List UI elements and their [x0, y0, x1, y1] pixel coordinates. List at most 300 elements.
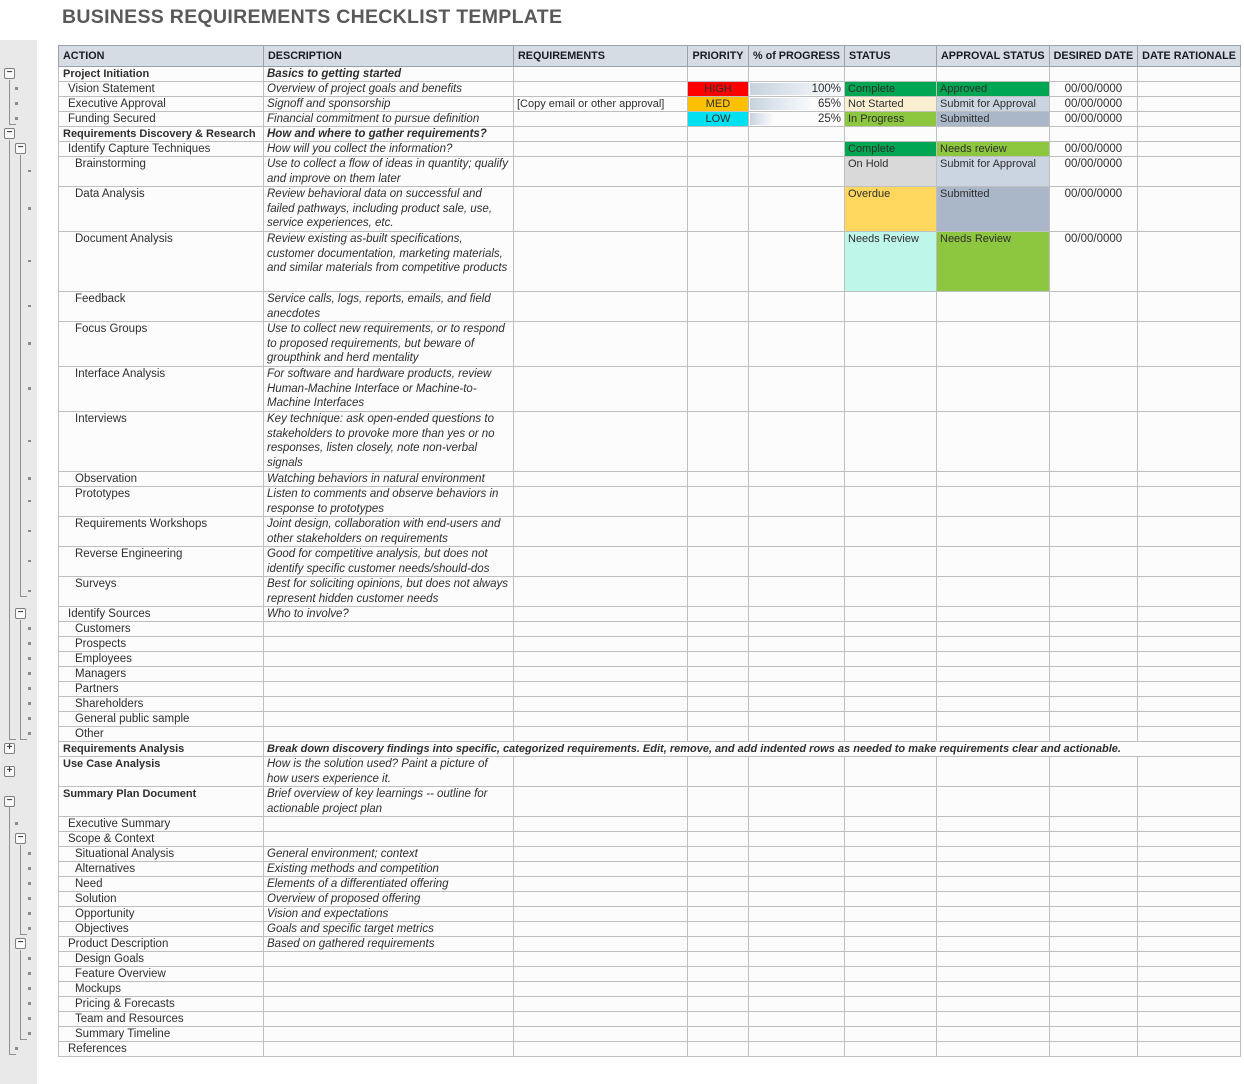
cell-description[interactable]: How is the solution used? Paint a picture of how users experience it. — [264, 757, 514, 787]
cell-action[interactable]: Surveys — [59, 577, 264, 607]
cell-desired-date[interactable] — [1049, 997, 1138, 1012]
cell-action[interactable]: Customers — [59, 622, 264, 637]
cell-approval-status[interactable] — [937, 697, 1050, 712]
cell-description[interactable]: General environment; context — [264, 847, 514, 862]
outline-collapse-button[interactable]: − — [15, 833, 26, 844]
cell-progress[interactable] — [749, 892, 845, 907]
cell-status[interactable] — [845, 577, 937, 607]
cell-progress[interactable] — [749, 967, 845, 982]
cell-status[interactable] — [845, 937, 937, 952]
cell-requirements[interactable] — [514, 292, 688, 322]
cell-date-rationale[interactable] — [1138, 232, 1241, 292]
cell-requirements[interactable] — [514, 112, 688, 127]
outline-collapse-button[interactable]: − — [15, 143, 26, 154]
cell-progress[interactable]: 65% — [749, 97, 845, 112]
cell-requirements[interactable] — [514, 847, 688, 862]
cell-desired-date[interactable] — [1049, 637, 1138, 652]
cell-approval-status[interactable]: Approved — [937, 82, 1050, 97]
cell-priority[interactable] — [688, 922, 749, 937]
cell-action[interactable]: Use Case Analysis — [59, 757, 264, 787]
cell-priority[interactable] — [688, 517, 749, 547]
cell-requirements[interactable] — [514, 82, 688, 97]
cell-description[interactable]: Based on gathered requirements — [264, 937, 514, 952]
cell-progress[interactable] — [749, 157, 845, 187]
cell-progress[interactable] — [749, 682, 845, 697]
cell-progress[interactable]: 25% — [749, 112, 845, 127]
cell-requirements[interactable] — [514, 577, 688, 607]
cell-approval-status[interactable] — [937, 847, 1050, 862]
cell-requirements[interactable] — [514, 697, 688, 712]
cell-desired-date[interactable] — [1049, 952, 1138, 967]
cell-progress[interactable] — [749, 412, 845, 472]
cell-date-rationale[interactable] — [1138, 292, 1241, 322]
cell-approval-status[interactable] — [937, 907, 1050, 922]
cell-date-rationale[interactable] — [1138, 712, 1241, 727]
cell-desired-date[interactable] — [1049, 727, 1138, 742]
cell-action[interactable]: Prototypes — [59, 487, 264, 517]
cell-status[interactable] — [845, 907, 937, 922]
cell-requirements[interactable] — [514, 757, 688, 787]
outline-expand-button[interactable]: + — [4, 743, 15, 754]
cell-requirements[interactable] — [514, 922, 688, 937]
cell-approval-status[interactable] — [937, 757, 1050, 787]
cell-action[interactable]: Focus Groups — [59, 322, 264, 367]
cell-date-rationale[interactable] — [1138, 997, 1241, 1012]
cell-desired-date[interactable] — [1049, 127, 1138, 142]
cell-date-rationale[interactable] — [1138, 67, 1241, 82]
cell-requirements[interactable] — [514, 412, 688, 472]
cell-action[interactable]: Team and Resources — [59, 1012, 264, 1027]
cell-description[interactable]: Use to collect a flow of ideas in quantity; qualify and improve on them later — [264, 157, 514, 187]
cell-date-rationale[interactable] — [1138, 472, 1241, 487]
cell-approval-status[interactable] — [937, 997, 1050, 1012]
cell-date-rationale[interactable] — [1138, 142, 1241, 157]
cell-priority[interactable] — [688, 907, 749, 922]
cell-date-rationale[interactable] — [1138, 1027, 1241, 1042]
cell-approval-status[interactable] — [937, 682, 1050, 697]
cell-description[interactable]: Good for competitive analysis, but does not identify specific customer needs/should-dos — [264, 547, 514, 577]
cell-date-rationale[interactable] — [1138, 652, 1241, 667]
cell-approval-status[interactable]: Needs Review — [937, 232, 1050, 292]
cell-progress[interactable] — [749, 817, 845, 832]
cell-desired-date[interactable] — [1049, 907, 1138, 922]
cell-date-rationale[interactable] — [1138, 547, 1241, 577]
cell-progress[interactable] — [749, 652, 845, 667]
outline-expand-button[interactable]: + — [4, 766, 15, 777]
cell-approval-status[interactable] — [937, 622, 1050, 637]
cell-date-rationale[interactable] — [1138, 697, 1241, 712]
cell-progress[interactable] — [749, 712, 845, 727]
cell-description[interactable] — [264, 832, 514, 847]
cell-priority[interactable] — [688, 127, 749, 142]
cell-approval-status[interactable] — [937, 547, 1050, 577]
cell-desired-date[interactable]: 00/00/0000 — [1049, 187, 1138, 232]
outline-collapse-button[interactable]: − — [4, 796, 15, 807]
cell-desired-date[interactable] — [1049, 817, 1138, 832]
cell-requirements[interactable] — [514, 832, 688, 847]
cell-action[interactable]: Design Goals — [59, 952, 264, 967]
cell-action[interactable]: Feature Overview — [59, 967, 264, 982]
cell-desired-date[interactable] — [1049, 982, 1138, 997]
column-header-description[interactable]: DESCRIPTION — [264, 46, 514, 67]
cell-approval-status[interactable] — [937, 922, 1050, 937]
cell-status[interactable] — [845, 637, 937, 652]
cell-priority[interactable] — [688, 1027, 749, 1042]
cell-priority[interactable] — [688, 367, 749, 412]
cell-requirements[interactable] — [514, 787, 688, 817]
cell-action[interactable]: Funding Secured — [59, 112, 264, 127]
cell-status[interactable] — [845, 67, 937, 82]
cell-progress[interactable] — [749, 637, 845, 652]
cell-action[interactable]: Solution — [59, 892, 264, 907]
cell-desired-date[interactable] — [1049, 892, 1138, 907]
cell-priority[interactable] — [688, 817, 749, 832]
cell-progress[interactable] — [749, 577, 845, 607]
cell-description[interactable]: Use to collect new requirements, or to respond to proposed requirements, but beware of groupthink and herd mentality — [264, 322, 514, 367]
cell-requirements[interactable] — [514, 1042, 688, 1057]
cell-priority[interactable] — [688, 787, 749, 817]
cell-requirements[interactable] — [514, 142, 688, 157]
cell-status[interactable] — [845, 1027, 937, 1042]
cell-priority[interactable] — [688, 967, 749, 982]
cell-progress[interactable] — [749, 607, 845, 622]
cell-progress[interactable] — [749, 922, 845, 937]
cell-description[interactable]: Vision and expectations — [264, 907, 514, 922]
cell-status[interactable] — [845, 667, 937, 682]
outline-collapse-button[interactable]: − — [15, 938, 26, 949]
outline-collapse-button[interactable]: − — [4, 68, 15, 79]
cell-requirements[interactable] — [514, 232, 688, 292]
cell-date-rationale[interactable] — [1138, 622, 1241, 637]
cell-date-rationale[interactable] — [1138, 1042, 1241, 1057]
cell-progress[interactable] — [749, 997, 845, 1012]
cell-status[interactable]: On Hold — [845, 157, 937, 187]
cell-priority[interactable] — [688, 727, 749, 742]
cell-status[interactable] — [845, 712, 937, 727]
cell-priority[interactable] — [688, 1012, 749, 1027]
cell-priority[interactable]: HIGH — [688, 82, 749, 97]
cell-progress[interactable] — [749, 667, 845, 682]
cell-status[interactable] — [845, 682, 937, 697]
cell-status[interactable] — [845, 412, 937, 472]
cell-requirements[interactable] — [514, 67, 688, 82]
cell-status[interactable]: In Progress — [845, 112, 937, 127]
cell-date-rationale[interactable] — [1138, 667, 1241, 682]
cell-description[interactable]: Overview of proposed offering — [264, 892, 514, 907]
cell-requirements[interactable] — [514, 667, 688, 682]
cell-priority[interactable] — [688, 142, 749, 157]
cell-requirements[interactable] — [514, 187, 688, 232]
cell-action[interactable]: Interviews — [59, 412, 264, 472]
cell-progress[interactable] — [749, 472, 845, 487]
cell-requirements[interactable] — [514, 637, 688, 652]
cell-approval-status[interactable] — [937, 127, 1050, 142]
cell-desired-date[interactable] — [1049, 1027, 1138, 1042]
cell-requirements[interactable] — [514, 892, 688, 907]
cell-desired-date[interactable] — [1049, 322, 1138, 367]
cell-status[interactable] — [845, 832, 937, 847]
cell-progress[interactable] — [749, 517, 845, 547]
cell-action[interactable]: Observation — [59, 472, 264, 487]
cell-desired-date[interactable] — [1049, 877, 1138, 892]
cell-progress[interactable] — [749, 832, 845, 847]
cell-approval-status[interactable] — [937, 637, 1050, 652]
column-header-approval-status[interactable]: APPROVAL STATUS — [937, 46, 1050, 67]
cell-desired-date[interactable] — [1049, 577, 1138, 607]
cell-description[interactable]: Who to involve? — [264, 607, 514, 622]
cell-date-rationale[interactable] — [1138, 487, 1241, 517]
cell-approval-status[interactable] — [937, 652, 1050, 667]
cell-requirements[interactable] — [514, 937, 688, 952]
cell-status[interactable] — [845, 487, 937, 517]
cell-desired-date[interactable] — [1049, 1042, 1138, 1057]
cell-priority[interactable] — [688, 982, 749, 997]
cell-desired-date[interactable]: 00/00/0000 — [1049, 232, 1138, 292]
cell-status[interactable]: Complete — [845, 142, 937, 157]
column-header-desired-date[interactable]: DESIRED DATE — [1049, 46, 1138, 67]
cell-action[interactable]: Shareholders — [59, 697, 264, 712]
cell-description[interactable] — [264, 1012, 514, 1027]
cell-action[interactable]: Identify Sources — [59, 607, 264, 622]
cell-desired-date[interactable] — [1049, 547, 1138, 577]
cell-approval-status[interactable] — [937, 1012, 1050, 1027]
cell-progress[interactable] — [749, 622, 845, 637]
cell-status[interactable] — [845, 127, 937, 142]
cell-description[interactable]: Basics to getting started — [264, 67, 514, 82]
outline-collapse-button[interactable]: − — [4, 128, 15, 139]
cell-description[interactable]: Key technique: ask open-ended questions to stakeholders to provoke more than yes or no responses, listen closely, note non-verbal signals — [264, 412, 514, 472]
cell-priority[interactable] — [688, 892, 749, 907]
cell-date-rationale[interactable] — [1138, 832, 1241, 847]
cell-action[interactable]: Interface Analysis — [59, 367, 264, 412]
cell-action[interactable]: Project Initiation — [59, 67, 264, 82]
cell-progress[interactable] — [749, 757, 845, 787]
cell-priority[interactable] — [688, 187, 749, 232]
cell-description[interactable]: Watching behaviors in natural environment — [264, 472, 514, 487]
cell-action[interactable]: General public sample — [59, 712, 264, 727]
cell-description[interactable]: Review existing as-built specifications, customer documentation, marketing materials, and similar materials from competitive products — [264, 232, 514, 292]
cell-description[interactable] — [264, 1027, 514, 1042]
cell-date-rationale[interactable] — [1138, 982, 1241, 997]
cell-description[interactable] — [264, 967, 514, 982]
cell-action[interactable]: Summary Timeline — [59, 1027, 264, 1042]
cell-action[interactable]: Data Analysis — [59, 187, 264, 232]
cell-status[interactable] — [845, 547, 937, 577]
cell-approval-status[interactable] — [937, 982, 1050, 997]
cell-requirements[interactable] — [514, 547, 688, 577]
cell-priority[interactable] — [688, 637, 749, 652]
cell-description[interactable]: For software and hardware products, review Human-Machine Interface or Machine-to-Machine Interfaces — [264, 367, 514, 412]
cell-action[interactable]: Pricing & Forecasts — [59, 997, 264, 1012]
cell-requirements[interactable] — [514, 1027, 688, 1042]
cell-description[interactable] — [264, 652, 514, 667]
cell-priority[interactable] — [688, 1042, 749, 1057]
cell-requirements[interactable] — [514, 727, 688, 742]
cell-priority[interactable] — [688, 487, 749, 517]
cell-action[interactable]: Other — [59, 727, 264, 742]
cell-date-rationale[interactable] — [1138, 367, 1241, 412]
cell-status[interactable] — [845, 727, 937, 742]
cell-date-rationale[interactable] — [1138, 922, 1241, 937]
cell-requirements[interactable] — [514, 622, 688, 637]
cell-requirements[interactable] — [514, 952, 688, 967]
cell-requirements[interactable] — [514, 472, 688, 487]
cell-action[interactable]: Objectives — [59, 922, 264, 937]
cell-requirements[interactable] — [514, 967, 688, 982]
cell-description[interactable]: Break down discovery findings into specific, categorized requirements. Edit, remove, and add indented rows as needed to make requirements clear and actionable. — [264, 742, 1241, 757]
cell-desired-date[interactable] — [1049, 697, 1138, 712]
cell-status[interactable] — [845, 862, 937, 877]
cell-description[interactable] — [264, 1042, 514, 1057]
cell-status[interactable] — [845, 847, 937, 862]
cell-status[interactable] — [845, 922, 937, 937]
cell-status[interactable]: Overdue — [845, 187, 937, 232]
cell-date-rationale[interactable] — [1138, 847, 1241, 862]
cell-desired-date[interactable] — [1049, 607, 1138, 622]
cell-date-rationale[interactable] — [1138, 877, 1241, 892]
cell-date-rationale[interactable] — [1138, 682, 1241, 697]
cell-desired-date[interactable] — [1049, 712, 1138, 727]
cell-description[interactable]: How and where to gather requirements? — [264, 127, 514, 142]
cell-desired-date[interactable] — [1049, 622, 1138, 637]
cell-progress[interactable] — [749, 907, 845, 922]
cell-requirements[interactable] — [514, 607, 688, 622]
cell-progress[interactable] — [749, 127, 845, 142]
cell-desired-date[interactable] — [1049, 682, 1138, 697]
cell-approval-status[interactable] — [937, 367, 1050, 412]
cell-desired-date[interactable] — [1049, 757, 1138, 787]
cell-date-rationale[interactable] — [1138, 907, 1241, 922]
cell-description[interactable]: Goals and specific target metrics — [264, 922, 514, 937]
cell-status[interactable] — [845, 952, 937, 967]
cell-priority[interactable] — [688, 412, 749, 472]
cell-requirements[interactable] — [514, 817, 688, 832]
cell-requirements[interactable] — [514, 907, 688, 922]
cell-status[interactable] — [845, 892, 937, 907]
cell-status[interactable]: Complete — [845, 82, 937, 97]
cell-date-rationale[interactable] — [1138, 577, 1241, 607]
cell-description[interactable]: Joint design, collaboration with end-users and other stakeholders on requirements — [264, 517, 514, 547]
cell-action[interactable]: Requirements Workshops — [59, 517, 264, 547]
cell-action[interactable]: Employees — [59, 652, 264, 667]
cell-status[interactable] — [845, 697, 937, 712]
cell-progress[interactable] — [749, 292, 845, 322]
cell-status[interactable] — [845, 997, 937, 1012]
cell-action[interactable]: Executive Summary — [59, 817, 264, 832]
cell-approval-status[interactable] — [937, 607, 1050, 622]
cell-approval-status[interactable] — [937, 67, 1050, 82]
cell-desired-date[interactable] — [1049, 847, 1138, 862]
cell-desired-date[interactable] — [1049, 472, 1138, 487]
cell-desired-date[interactable]: 00/00/0000 — [1049, 97, 1138, 112]
cell-approval-status[interactable]: Submitted — [937, 112, 1050, 127]
cell-priority[interactable] — [688, 697, 749, 712]
cell-requirements[interactable] — [514, 517, 688, 547]
cell-approval-status[interactable] — [937, 517, 1050, 547]
cell-status[interactable] — [845, 322, 937, 367]
cell-progress[interactable] — [749, 952, 845, 967]
cell-action[interactable]: Scope & Context — [59, 832, 264, 847]
cell-date-rationale[interactable] — [1138, 97, 1241, 112]
cell-priority[interactable]: LOW — [688, 112, 749, 127]
cell-requirements[interactable] — [514, 877, 688, 892]
cell-approval-status[interactable] — [937, 877, 1050, 892]
cell-progress[interactable] — [749, 862, 845, 877]
cell-progress[interactable] — [749, 142, 845, 157]
cell-approval-status[interactable]: Needs review — [937, 142, 1050, 157]
cell-status[interactable] — [845, 817, 937, 832]
cell-description[interactable]: Overview of project goals and benefits — [264, 82, 514, 97]
cell-desired-date[interactable] — [1049, 1012, 1138, 1027]
cell-approval-status[interactable] — [937, 832, 1050, 847]
cell-status[interactable] — [845, 967, 937, 982]
cell-action[interactable]: Requirements Analysis — [59, 742, 264, 757]
cell-status[interactable] — [845, 472, 937, 487]
cell-priority[interactable] — [688, 832, 749, 847]
cell-date-rationale[interactable] — [1138, 322, 1241, 367]
cell-action[interactable]: Partners — [59, 682, 264, 697]
cell-progress[interactable] — [749, 727, 845, 742]
cell-progress[interactable] — [749, 697, 845, 712]
cell-approval-status[interactable] — [937, 472, 1050, 487]
cell-status[interactable] — [845, 787, 937, 817]
cell-approval-status[interactable] — [937, 817, 1050, 832]
cell-priority[interactable] — [688, 232, 749, 292]
cell-approval-status[interactable] — [937, 952, 1050, 967]
cell-description[interactable] — [264, 997, 514, 1012]
cell-desired-date[interactable] — [1049, 832, 1138, 847]
cell-action[interactable]: Mockups — [59, 982, 264, 997]
cell-date-rationale[interactable] — [1138, 892, 1241, 907]
cell-priority[interactable] — [688, 682, 749, 697]
cell-requirements[interactable] — [514, 682, 688, 697]
cell-priority[interactable]: MED — [688, 97, 749, 112]
cell-action[interactable]: Managers — [59, 667, 264, 682]
cell-action[interactable]: Need — [59, 877, 264, 892]
cell-priority[interactable] — [688, 877, 749, 892]
cell-priority[interactable] — [688, 157, 749, 187]
cell-progress[interactable] — [749, 547, 845, 577]
cell-status[interactable] — [845, 367, 937, 412]
cell-priority[interactable] — [688, 322, 749, 367]
cell-date-rationale[interactable] — [1138, 817, 1241, 832]
cell-requirements[interactable] — [514, 487, 688, 517]
cell-approval-status[interactable] — [937, 967, 1050, 982]
cell-desired-date[interactable]: 00/00/0000 — [1049, 157, 1138, 187]
cell-description[interactable] — [264, 952, 514, 967]
cell-date-rationale[interactable] — [1138, 727, 1241, 742]
cell-action[interactable]: Brainstorming — [59, 157, 264, 187]
cell-approval-status[interactable] — [937, 577, 1050, 607]
cell-date-rationale[interactable] — [1138, 157, 1241, 187]
cell-date-rationale[interactable] — [1138, 967, 1241, 982]
cell-progress[interactable] — [749, 232, 845, 292]
cell-desired-date[interactable] — [1049, 922, 1138, 937]
cell-date-rationale[interactable] — [1138, 952, 1241, 967]
cell-description[interactable] — [264, 982, 514, 997]
cell-description[interactable]: Financial commitment to pursue definition — [264, 112, 514, 127]
cell-description[interactable]: Brief overview of key learnings -- outline for actionable project plan — [264, 787, 514, 817]
cell-description[interactable] — [264, 667, 514, 682]
cell-status[interactable] — [845, 1012, 937, 1027]
cell-action[interactable]: Opportunity — [59, 907, 264, 922]
cell-progress[interactable] — [749, 187, 845, 232]
cell-priority[interactable] — [688, 952, 749, 967]
cell-description[interactable]: Listen to comments and observe behaviors in response to prototypes — [264, 487, 514, 517]
cell-progress[interactable] — [749, 847, 845, 862]
cell-action[interactable]: References — [59, 1042, 264, 1057]
cell-approval-status[interactable] — [937, 892, 1050, 907]
